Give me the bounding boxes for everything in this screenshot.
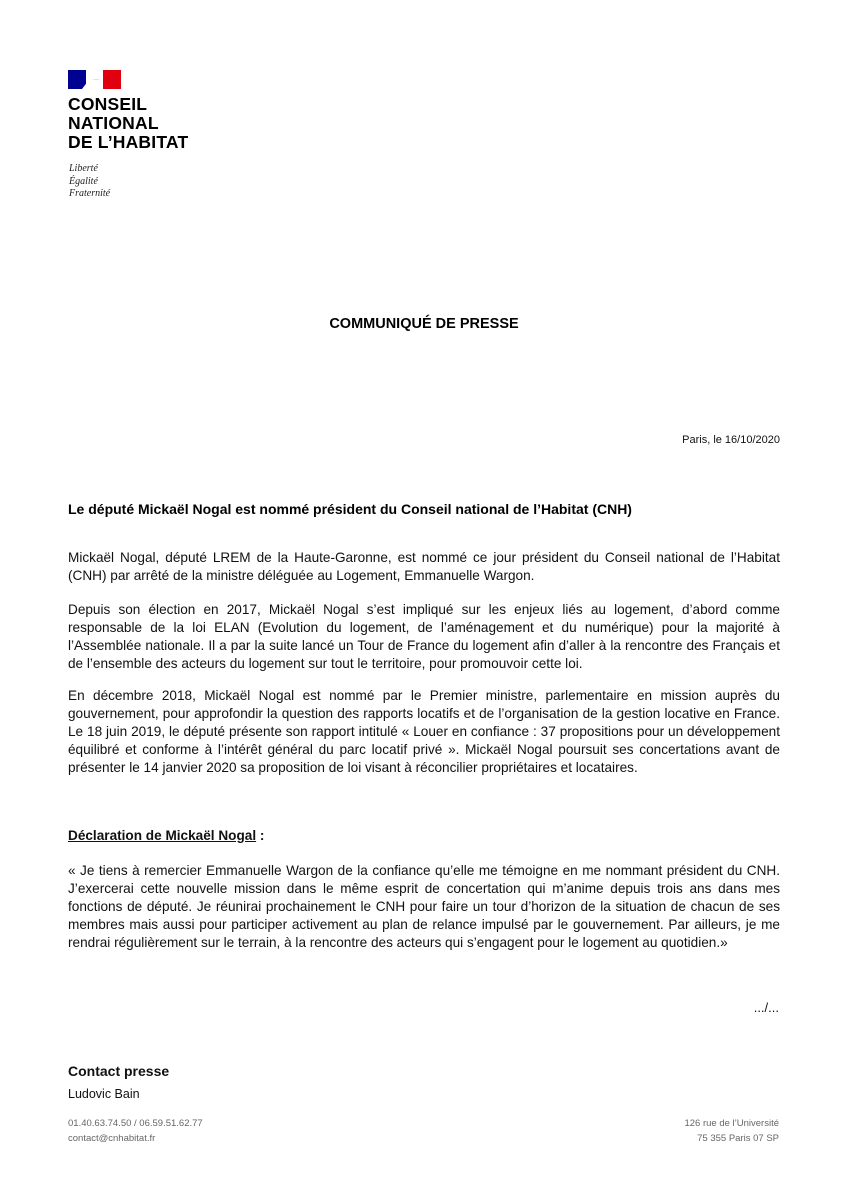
contact-name: Ludovic Bain bbox=[68, 1087, 140, 1101]
paragraph-1 bbox=[68, 549, 780, 585]
organization-name bbox=[68, 95, 188, 152]
declaration-title bbox=[68, 828, 264, 843]
declaration-title-suffix: : bbox=[256, 828, 265, 843]
declaration-title-text: Déclaration de Mickaël Nogal bbox=[68, 828, 257, 843]
contact-details bbox=[68, 1116, 203, 1146]
motto-liberte: Liberté bbox=[69, 163, 98, 174]
declaration-quote-text: « Je tiens à remercier Emmanuelle Wargon de la confiance qu’elle me témoigne en me nommant président du CNH. J’exercerai cette nouvelle mission dans le même esprit de concertation qui m’anime depuis trois ans dans mes fonctions de député. Je réunirai prochainement le CNH pour faire un tour d’horizon de la situation de chacun de ses membres mais aussi pour participer activement au plan de relance impulsé par le gouvernement. Par ailleurs, je me rendrai régulièrement sur le terrain, à la rencontre des acteurs qui s’engagent pour le logement au quotidien.» bbox=[68, 863, 780, 950]
motto-fraternite: Fraternité bbox=[69, 188, 111, 199]
paragraph-3-text: En décembre 2018, Mickaël Nogal est nommé par le Premier ministre, parlementaire en mission auprès du gouvernement, pour approfondir la question des rapports locatifs et de l’organisation de la gestion locative en France. Le 18 juin 2019, le député présente son rapport intitulé « Louer en confiance : 37 propositions pour un développement équilibré et conforme à l’intérêt général du parc locatif privé ». Mickaël Nogal poursuit ses concertations avant de présenter le 14 janvier 2020 sa proposition de loi visant à réconcilier propriétaires et locataires. bbox=[68, 688, 780, 775]
declaration-quote bbox=[68, 862, 780, 952]
organization-name-line-3: DE L’HABITAT bbox=[68, 132, 189, 152]
contact-email: contact@cnhabitat.fr bbox=[68, 1133, 156, 1144]
press-release-headline: Le député Mickaël Nogal est nommé président du Conseil national de l’Habitat (CNH) bbox=[68, 501, 632, 517]
continuation-mark: .../... bbox=[753, 1000, 779, 1015]
motto-egalite: Égalité bbox=[69, 175, 98, 187]
organization-name-line-2: NATIONAL bbox=[68, 113, 159, 133]
republique-francaise-logo-icon bbox=[68, 70, 121, 89]
paragraph-3 bbox=[68, 687, 780, 777]
paragraph-2-text: Depuis son élection en 2017, Mickaël Nogal s’est impliqué sur les enjeux liés au logement, d’abord comme responsable de la loi ELAN (Evolution du logement, de l’aménagement et du numérique) pour la majorité à l’Assemblée nationale. Il a par la suite lancé un Tour de France du logement afin d’aller à la rencontre des Français et de l’ensemble des acteurs du logement sur tout le territoire, pour promouvoir cette loi. bbox=[68, 602, 780, 671]
paragraph-2 bbox=[68, 601, 780, 673]
organization-name-line-1: CONSEIL bbox=[68, 94, 148, 114]
date-line: Paris, le 16/10/2020 bbox=[682, 434, 780, 446]
document-type-heading: COMMUNIQUÉ DE PRESSE bbox=[329, 316, 519, 332]
paragraph-1-text: Mickaël Nogal, député LREM de la Haute-Garonne, est nommé ce jour président du Conseil national de l’Habitat (CNH) par arrêté de la ministre déléguée au Logement, Emmanuelle Wargon. bbox=[68, 550, 780, 583]
contact-title: Contact presse bbox=[68, 1063, 170, 1079]
address-line-1: 126 rue de l’Université bbox=[684, 1118, 779, 1129]
contact-phones: 01.40.63.74.50 / 06.59.51.62.77 bbox=[68, 1118, 203, 1129]
republic-motto bbox=[69, 163, 110, 201]
postal-address bbox=[684, 1116, 779, 1146]
address-line-2: 75 355 Paris 07 SP bbox=[697, 1133, 779, 1144]
